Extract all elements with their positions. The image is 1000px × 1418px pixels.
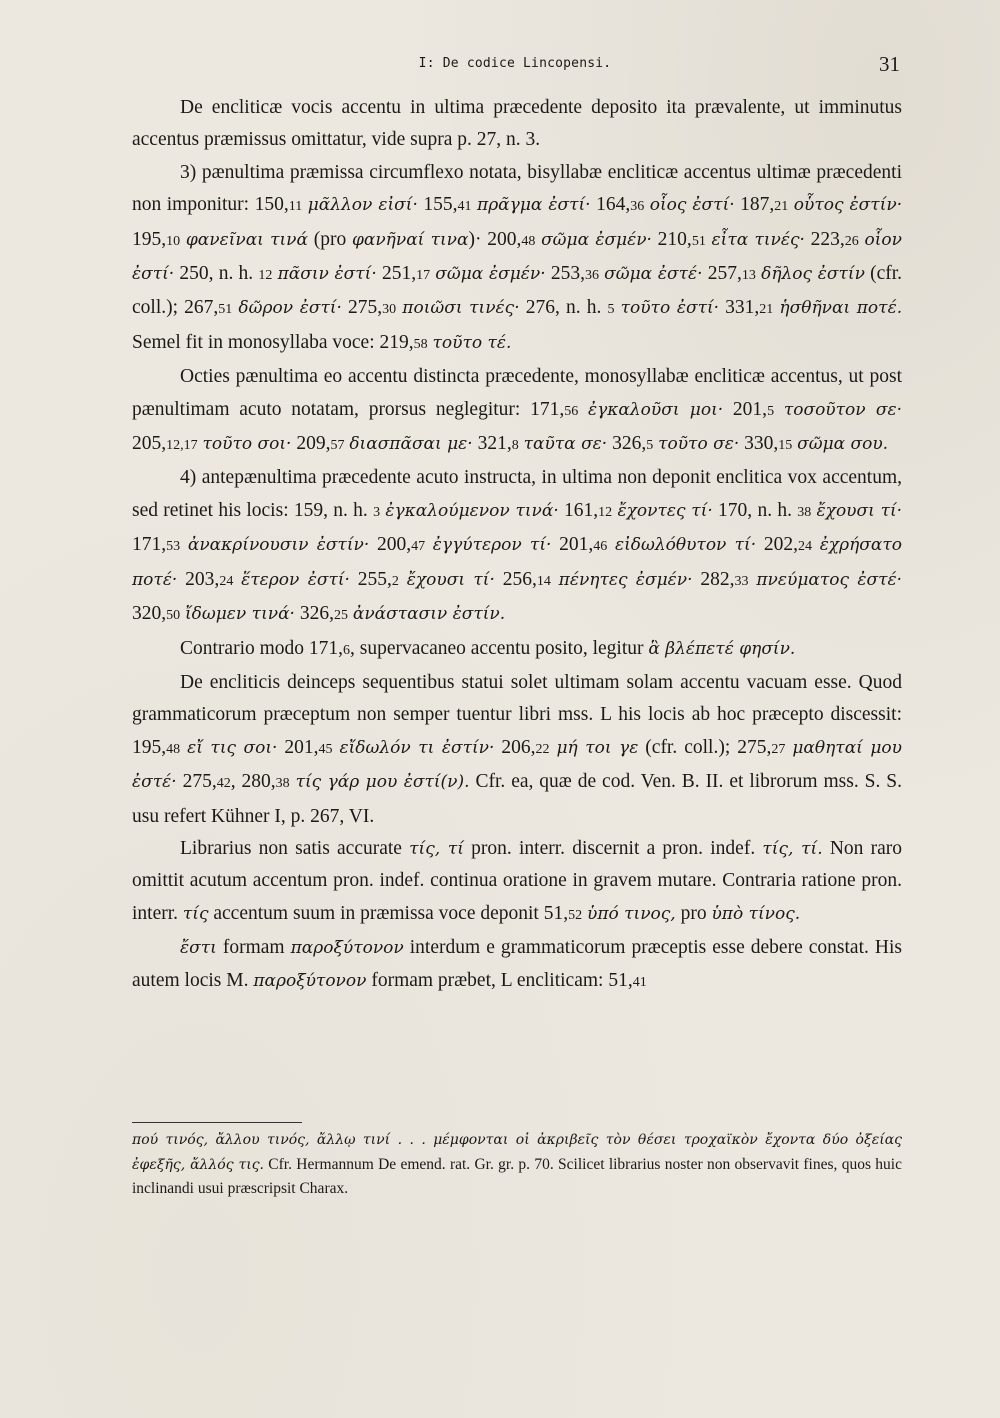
line-reference: 24 xyxy=(797,539,812,555)
latin-text: 320, xyxy=(132,603,167,625)
latin-text: Non raro omittit acutum accentum pron. indef. continua oratione in gravem mutare. Contraria ratione pron. interr. xyxy=(132,837,902,924)
greek-text: παροξύτονον xyxy=(253,970,367,991)
line-reference: 48 xyxy=(521,233,536,249)
line-reference: 58 xyxy=(413,336,428,352)
line-reference: 13 xyxy=(741,268,756,284)
greek-text: τοῦτο τέ. xyxy=(432,332,512,353)
greek-text: πένητες ἐσμέν· xyxy=(558,569,693,590)
line-reference: 11 xyxy=(288,199,303,215)
latin-text: 201, xyxy=(723,398,768,420)
greek-text: ἐγγύτερον τί· xyxy=(432,535,552,556)
latin-text xyxy=(607,534,615,555)
latin-text: 200, xyxy=(369,534,412,556)
greek-text: ἕτερον ἐστί· xyxy=(241,569,350,590)
latin-text: 171, xyxy=(132,534,167,556)
latin-text: )· 200, xyxy=(468,228,522,250)
greek-text: τίς γάρ μου ἐστί(ν). xyxy=(295,772,470,793)
latin-text: 161, xyxy=(558,499,599,521)
line-reference: 36 xyxy=(630,199,645,215)
line-reference: 36 xyxy=(584,268,599,284)
line-reference: 27 xyxy=(771,741,786,757)
line-reference: 46 xyxy=(593,539,608,555)
page-number: 31 xyxy=(879,52,900,76)
paragraph xyxy=(132,633,902,667)
latin-text: 201, xyxy=(277,736,319,758)
greek-text: τοῦτο σοι· xyxy=(202,434,292,455)
paragraph xyxy=(132,667,902,833)
latin-text xyxy=(233,569,241,590)
greek-text: ὑπὸ τίνος. xyxy=(711,903,801,924)
latin-text xyxy=(399,569,407,590)
greek-text: ἔστι xyxy=(180,938,217,959)
footnote-rule xyxy=(132,1122,302,1123)
line-reference: 12,17 xyxy=(166,438,198,454)
paragraph xyxy=(132,932,902,999)
greek-text: μαθηταί μου ἐστέ· xyxy=(132,737,902,793)
line-reference: 17 xyxy=(416,268,431,284)
greek-text: φανῆναί τινα xyxy=(351,229,469,250)
latin-text xyxy=(774,399,784,420)
greek-text: οὗτος ἐστίν· xyxy=(793,195,903,216)
line-reference: 22 xyxy=(535,741,550,757)
greek-text: ποιῶσι τινές· xyxy=(402,298,520,319)
greek-text: τοῦτο ἐστί· xyxy=(620,298,720,319)
greek-text: ὑπό τινος, xyxy=(586,903,676,924)
greek-text: πνεύματος ἐστέ· xyxy=(756,569,903,590)
latin-text: 250, n. h. xyxy=(174,263,259,285)
latin-text: 164, xyxy=(590,194,631,216)
latin-text: pro xyxy=(675,902,712,924)
line-reference: 57 xyxy=(330,438,345,454)
latin-text: Cfr. Hermannum De emend. rat. Gr. gr. p. 70. Scilicet librarius noster non observavit fines, quos huic inclinandi usui præscripsit Charax. xyxy=(132,1155,902,1197)
greek-text: ἔχουσι τί· xyxy=(816,500,903,521)
greek-text: τοσοῦτον σε· xyxy=(783,399,903,420)
latin-text: 206, xyxy=(494,736,536,758)
latin-text: 253, xyxy=(545,263,585,285)
line-reference: 21 xyxy=(759,302,774,318)
latin-text: Cfr. ea, quæ de cod. Ven. B. II. et librorum mss. S. S. usu refert Kühner I, p. 267, VI. xyxy=(132,771,902,827)
latin-text: De encliticæ vocis accentu in ultima præcedente deposito ita prævalente, ut imminutus accentus præmissus omittatur, vide supra p. 27, n. 3. xyxy=(132,97,902,151)
latin-text xyxy=(180,534,188,555)
greek-text: παροξύτονον xyxy=(290,938,404,959)
line-reference: 8 xyxy=(511,438,519,454)
latin-text: Semel fit in monosyllaba voce: 219, xyxy=(132,331,414,353)
latin-text: 275, xyxy=(341,297,383,319)
latin-text: 282, xyxy=(692,568,735,590)
line-reference: 51 xyxy=(691,233,706,249)
greek-text: πᾶσιν ἐστί· xyxy=(277,264,377,285)
latin-text: 210, xyxy=(651,228,692,250)
greek-text: πού τινός, ἄλλου τινός, ἄλλῳ τινί . . . μέμφονται οἱ ἀκριβεῖς τὸν θέσει τροχαϊκὸν ἔχοντα δύο ὀξείας ἐφεξῆς, ἄλλός τις. xyxy=(132,1132,902,1173)
greek-text: ἀνακρίνουσιν ἐστίν· xyxy=(187,535,370,556)
latin-text: 155, xyxy=(417,194,458,216)
body-text xyxy=(132,92,902,999)
latin-text: 4) antepænultima præcedente acuto instructa, in ultima non deponit enclitica vox accentum, sed retinet his locis: 159, n. h. xyxy=(132,467,902,521)
latin-text: , 280, xyxy=(230,771,276,793)
line-reference: 51 xyxy=(218,302,233,318)
latin-text: 330, xyxy=(739,433,779,455)
paragraph xyxy=(132,462,902,632)
latin-text xyxy=(551,569,559,590)
line-reference: 15 xyxy=(778,438,793,454)
line-reference: 25 xyxy=(333,608,348,624)
line-reference: 5 xyxy=(607,302,615,318)
latin-text: 223, xyxy=(804,228,845,250)
line-reference: 10 xyxy=(166,233,181,249)
latin-text: 251, xyxy=(376,263,417,285)
greek-text: οἷος ἐστί· xyxy=(649,195,735,216)
greek-text: φανεῖναι τινά xyxy=(185,229,308,250)
latin-text: 201, xyxy=(551,534,594,556)
greek-text: σῶμα ἐσμέν· xyxy=(541,229,652,250)
greek-text: εἴ τις σοι· xyxy=(187,737,278,758)
line-reference: 12 xyxy=(258,268,273,284)
latin-text: , supervacaneo accentu posito, legitur xyxy=(350,637,649,659)
greek-text: σῶμα σου. xyxy=(797,434,889,455)
line-reference: 38 xyxy=(797,504,812,520)
line-reference: 14 xyxy=(536,573,551,589)
greek-text: ἐχρήσατο ποτέ· xyxy=(132,535,903,590)
greek-text: τίς xyxy=(182,903,209,924)
greek-text: ἴδωμεν τινά· xyxy=(185,604,295,625)
line-reference: 21 xyxy=(774,199,789,215)
latin-text: 187, xyxy=(734,194,775,216)
latin-text: 3) pænultima præmissa circumflexo notata, bisyllabæ encliticæ accentus ultimæ præcedenti non imponitur: 150, xyxy=(132,161,902,216)
latin-text: (cfr. coll.); 267, xyxy=(132,263,903,319)
greek-text: ἐγκαλούμενον τινά· xyxy=(385,500,559,521)
greek-text: εἰδωλόθυτον τί· xyxy=(614,535,757,556)
greek-text: τίς, τί. xyxy=(762,838,823,859)
line-reference: 33 xyxy=(734,573,749,589)
line-reference: 50 xyxy=(166,608,181,624)
line-reference: 45 xyxy=(318,741,333,757)
line-reference: 47 xyxy=(411,539,426,555)
paragraph xyxy=(132,833,902,932)
latin-text: Contrario modo 171, xyxy=(180,637,344,659)
greek-text: σῶμα ἐσμέν· xyxy=(435,264,546,285)
line-reference: 2 xyxy=(391,573,399,589)
greek-text: εἴδωλόν τι ἐστίν· xyxy=(339,737,495,758)
latin-text: accentum suum in præmissa voce deponit 51, xyxy=(208,902,569,924)
latin-text: 331, xyxy=(719,297,760,319)
greek-text: ταῦτα σε· xyxy=(523,434,608,455)
latin-text xyxy=(812,534,820,555)
latin-text: 202, xyxy=(756,534,798,556)
line-reference: 41 xyxy=(632,974,647,990)
footnote xyxy=(132,1128,902,1201)
greek-text: σῶμα ἐστέ· xyxy=(604,264,703,285)
greek-text: δῆλος ἐστίν xyxy=(761,264,865,285)
latin-text: 275, xyxy=(176,771,217,793)
latin-text: 276, n. h. xyxy=(519,297,608,319)
greek-text: μή τοι γε xyxy=(556,737,639,758)
latin-text: 321, xyxy=(472,433,512,455)
line-reference: 12 xyxy=(598,504,613,520)
greek-text: ἔχοντες τί· xyxy=(617,500,713,521)
latin-text: (cfr. coll.); 275, xyxy=(638,736,772,758)
greek-text: τίς, τί xyxy=(409,838,464,859)
latin-text: De encliticis deinceps sequentibus statui solet ultimam solam accentu vacuam esse. Quod grammaticorum præceptum non semper tuentur libri mss. L his locis ab hoc præcepto discessit: 195, xyxy=(132,671,902,758)
latin-text: 205, xyxy=(132,433,167,455)
line-reference: 6 xyxy=(343,642,351,658)
line-reference: 5 xyxy=(767,403,775,419)
line-reference: 42 xyxy=(216,776,231,792)
line-reference: 56 xyxy=(564,403,579,419)
latin-text: formam præbet, L encliticam: 51, xyxy=(366,969,633,991)
latin-text: interdum e grammaticorum præceptis esse debere constat. His autem locis M. xyxy=(132,937,902,991)
greek-text: ἔχουσι τί· xyxy=(406,569,495,590)
latin-text: 255, xyxy=(349,568,392,590)
latin-text: 209, xyxy=(291,433,331,455)
greek-text: διασπᾶσαι με· xyxy=(349,434,473,455)
line-reference: 41 xyxy=(457,199,472,215)
latin-text: formam xyxy=(216,937,291,959)
line-reference: 48 xyxy=(166,741,181,757)
running-title: I: De codice Lincopensi. xyxy=(418,56,612,71)
line-reference: 30 xyxy=(382,302,397,318)
greek-text: ἡσθῆναι ποτέ. xyxy=(779,298,903,319)
latin-text: 170, n. h. xyxy=(712,499,798,521)
greek-text: πρᾶγμα ἐστί· xyxy=(477,195,591,216)
latin-text: 326, xyxy=(294,603,334,625)
latin-text: 326, xyxy=(607,433,647,455)
paragraph xyxy=(132,157,902,361)
running-head xyxy=(130,52,900,76)
line-reference: 3 xyxy=(373,504,381,520)
greek-text: ἐγκαλοῦσι μοι· xyxy=(588,399,724,420)
latin-text: 203, xyxy=(177,568,220,590)
greek-text: δῶρον ἐστί· xyxy=(238,298,342,319)
latin-text: 195, xyxy=(132,228,167,250)
latin-text: 256, xyxy=(494,568,537,590)
latin-text xyxy=(333,737,340,758)
line-reference: 26 xyxy=(844,233,859,249)
line-reference: 5 xyxy=(646,438,654,454)
latin-text xyxy=(425,534,433,555)
paragraph xyxy=(132,361,902,462)
line-reference: 52 xyxy=(568,907,583,923)
latin-text: (pro xyxy=(308,228,352,250)
latin-text: Librarius non satis accurate xyxy=(180,837,410,859)
line-reference: 53 xyxy=(166,539,181,555)
latin-text: Octies pænultima eo accentu distincta præcedente, monosyllabæ encliticæ accentus, ut post pænultimam acuto notatam, prorsus neglegitur: 171, xyxy=(132,366,902,420)
greek-text: εἶτα τινές· xyxy=(711,229,805,250)
paragraph xyxy=(132,92,902,157)
greek-text: τοῦτο σε· xyxy=(658,434,740,455)
greek-text: μᾶλλον εἰσί· xyxy=(307,195,418,216)
greek-text: ἀνάστασιν ἐστίν. xyxy=(352,604,506,625)
latin-text xyxy=(578,399,588,420)
latin-text: pron. interr. discernit a pron. indef. xyxy=(463,837,763,859)
line-reference: 24 xyxy=(219,573,234,589)
latin-text: 257, xyxy=(702,263,742,285)
greek-text: ἃ βλέπετέ φησίν. xyxy=(648,638,796,659)
greek-text: οἷον ἐστί· xyxy=(132,229,903,285)
line-reference: 38 xyxy=(275,776,290,792)
